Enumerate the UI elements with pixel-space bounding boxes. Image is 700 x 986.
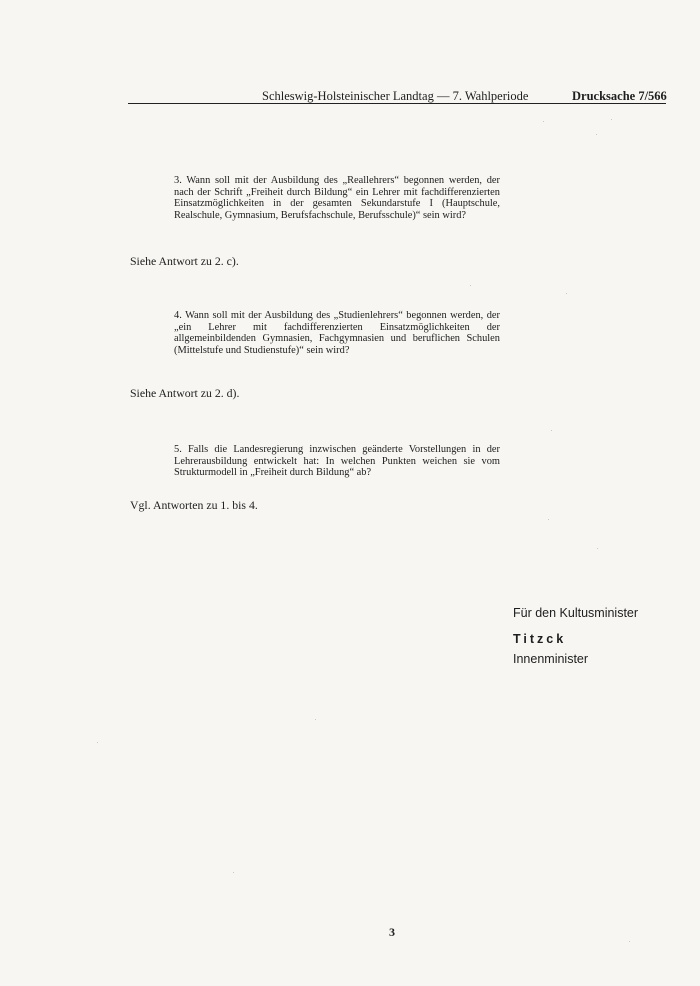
question-3 [174,175,500,221]
answer-3: Siehe Antwort zu 2. c). [130,254,239,268]
signature-name: Titzck [513,632,567,646]
question-text: Wann soll mit der Ausbildung des „Studienlehrers“ begonnen werden, der „ein Lehrer mit fachdifferenzierten Einsatzmöglichkeiten der allgemeinbildenden Gymnasien, Fachgymnasien und beruflichen Schulen (Mittelstufe und Studienstufe)“ sein wird? [174,310,500,356]
question-text: Wann soll mit der Ausbildung des „Reallehrers“ begonnen werden, der nach der Schrift „Freiheit durch Bildung“ ein Lehrer mit fachdifferenzierten Einsatzmöglichkeiten in der gesamten Sekundarstufe I (Hauptschule, Realschule, Gymnasium, Berufsfachschule, Berufsschule)“ sein wird? [174,175,500,221]
scan-speck [629,941,630,942]
question-5 [174,444,500,479]
header-title: Schleswig-Holsteinischer Landtag — 7. Wahlperiode [262,89,529,103]
page-number: 3 [389,925,395,939]
answer-5: Vgl. Antworten zu 1. bis 4. [130,498,258,512]
scan-speck [543,121,544,122]
scan-speck [551,430,552,431]
scan-speck [566,293,567,294]
scan-speck [548,519,549,520]
scan-speck [97,742,98,743]
scan-speck [315,719,316,720]
question-4 [174,310,500,356]
signature-role: Innenminister [513,652,589,666]
question-number: 5. [174,444,182,455]
header-rule [128,103,666,104]
question-number: 3. [174,175,182,186]
scan-speck [611,119,612,120]
answer-4: Siehe Antwort zu 2. d). [130,386,240,400]
document-number: Drucksache 7/566 [572,89,667,103]
question-number: 4. [174,310,182,321]
question-text: Falls die Landesregierung inzwischen geänderte Vorstellungen in der Lehrerausbildung entwickelt hat: In welchen Punkten weichen sie vom Strukturmodell in „Freiheit durch Bildung“ ab? [174,444,500,479]
scan-speck [233,872,234,873]
scan-speck [596,134,597,135]
scan-speck [470,285,471,286]
signature-line: Für den Kultusminister [513,606,639,620]
scan-speck [597,548,598,549]
